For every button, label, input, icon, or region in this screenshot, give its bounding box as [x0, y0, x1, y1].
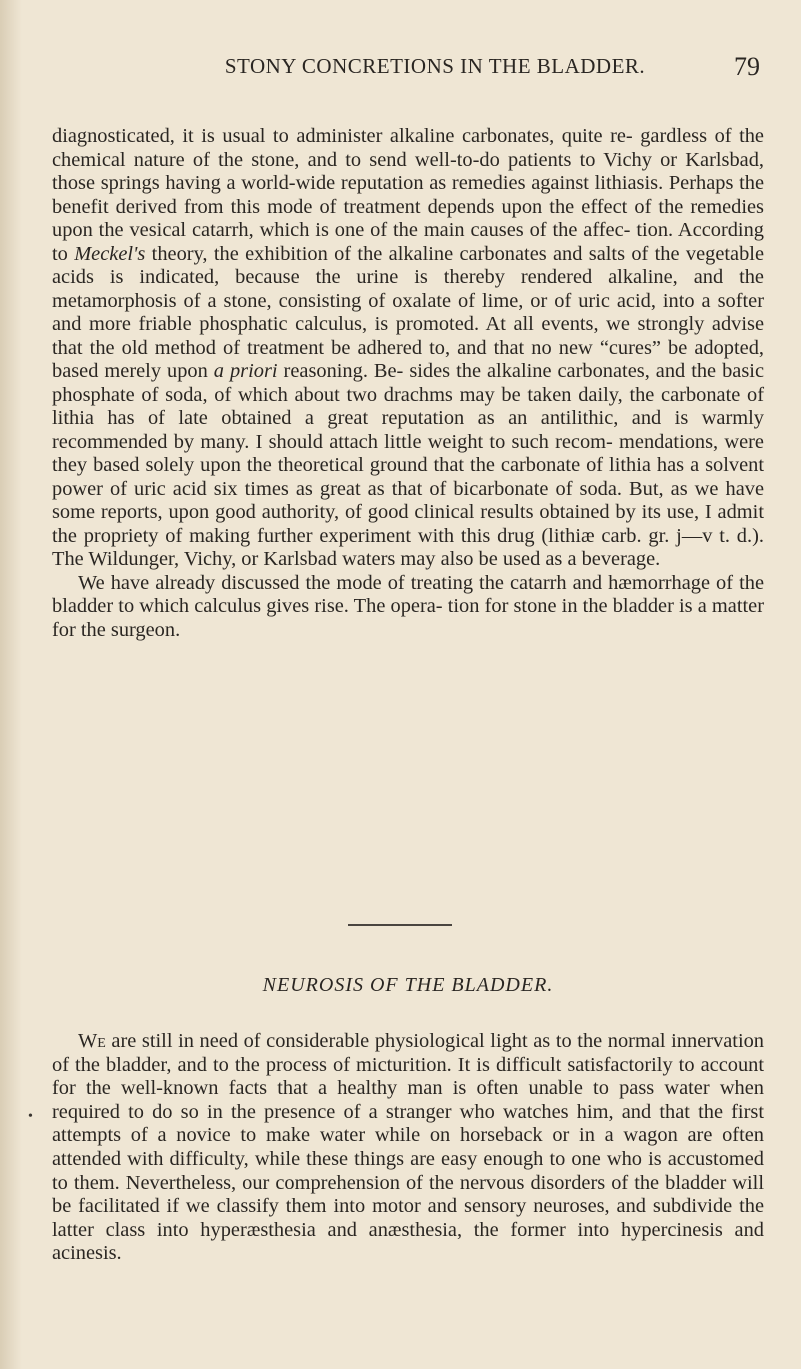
- page-header: [140, 54, 760, 88]
- paragraph-neurosis: [52, 1030, 764, 1266]
- italic-phrase-a-priori: a priori: [213, 360, 278, 382]
- text-run: reasoning. Be- sides the alkaline carbonates, and the basic phosphate of soda, of which about two drachms may be taken daily, the carbonate of lithia has of late obtained a great reputation as an antilithic, and is warmly recommended by many. I should attach little weight to such recom- mendations, were they based solely upon the theoretical ground that the carbonate of lithia has a solvent power of uric acid six times as great as that of bicarbonate of soda. But, as we have some reports, upon good authority, of good clinical results obtained by its use, I admit the propriety of making further experiment with this drug (lithiæ carb. gr. j—v t. d.). The Wildunger, Vichy, or Karlsbad waters may also be used as a beverage.: [52, 360, 764, 570]
- italic-name-meckel: Meckel's: [74, 242, 146, 265]
- paragraph-haemorrhage: We have already discussed the mode of treating the catarrh and hæmorrhage of the bladder to which calculus gives rise. The opera- tion for stone in the bladder is a matter for the surgeon.: [52, 571, 764, 641]
- section-title: NEUROSIS OF THE BLADDER.: [262, 974, 554, 996]
- text-run: diagnosticated, it is usual to administer alkaline carbonates, quite re- gardless of the chemical nature of the stone, and to send well-to-do patients to Vichy or Karlsbad, those springs having a world-wide reputation as remedies against lithiasis. Perhaps the benefit derived from this mode of treatment depends upon the effect of the remedies upon the vesical catarrh, which is one of the main causes of the affec- tion. According to: [52, 125, 764, 265]
- section-divider-rule: [348, 924, 452, 926]
- text-run: are still in need of considerable physiological light as to the normal innervation of the bladder, and to the process of micturition. It is difficult satisfactorily to account for the well-known facts that a healthy man is often unable to pass water when required to do so in the presence of a stranger who watches him, and that the first attempts of a novice to make water while on horseback or in a wagon are often attended with difficulty, while these things are easy enough to one who is accustomed to them. Nevertheless, our comprehension of the nervous disorders of the bladder will be facilitated if we classify them into motor and sensory neuroses, and subdivide the latter class into hyperæsthesia and anæsthesia, the former into hypercinesis and acinesis.: [52, 1030, 764, 1265]
- paragraph-treatment: [52, 125, 764, 572]
- lead-word: We: [78, 1030, 106, 1052]
- section-text: [52, 1030, 764, 1266]
- margin-mark: •: [28, 1109, 33, 1124]
- running-head: STONY CONCRETIONS IN THE BLADDER.: [224, 54, 646, 78]
- page-number: 79: [734, 52, 760, 81]
- page-gutter-shadow: [0, 0, 22, 1369]
- text-run: theory, the exhibition of the alkaline carbonates and salts of the vegetable acids is indicated, because the urine is thereby rendered alkaline, and the metamorphosis of a stone, consisting of oxalate of lime, or of uric acid, into a softer and more friable phosphatic calculus, is promoted. At all events, we strongly advise that the old method of treatment be adhered to, and that no new “cures” be adopted, based merely upon: [52, 242, 764, 382]
- body-text: [52, 125, 764, 642]
